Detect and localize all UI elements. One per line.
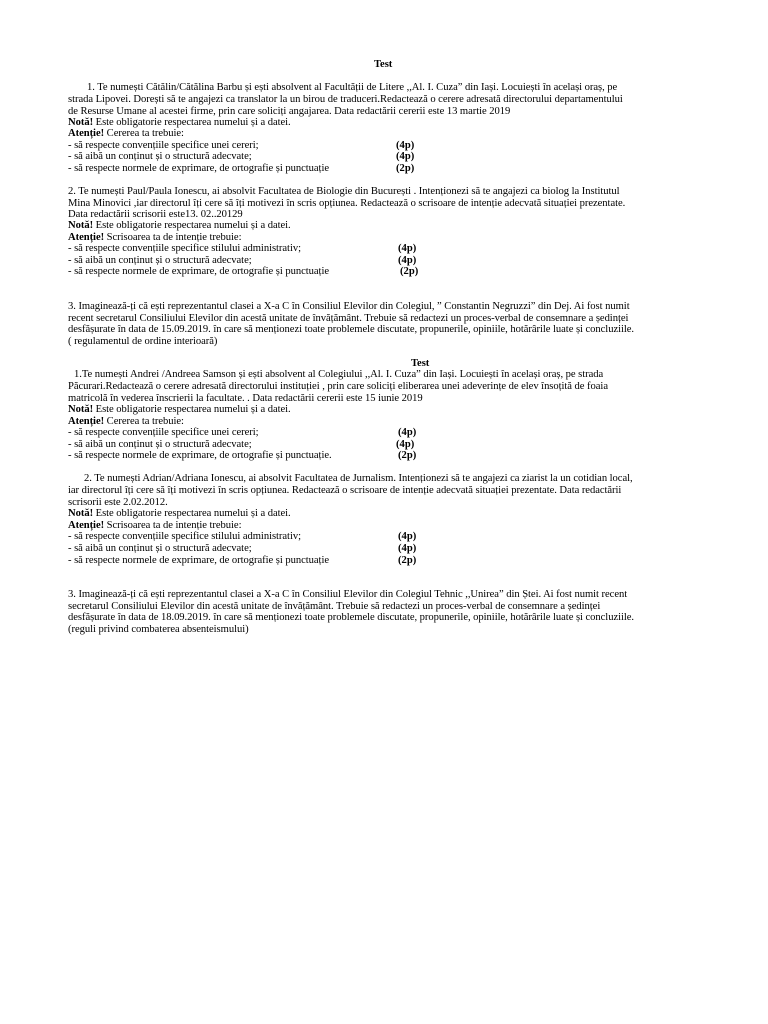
test1-q2-points2: (4p) (398, 255, 417, 266)
test1-q2-criterion3: - să respecte normele de exprimare, de ortografie și punctuație (68, 266, 329, 277)
test1-q2-points1: (4p) (398, 243, 417, 254)
note-label: Notă! (68, 404, 94, 415)
note-label: Notă! (68, 117, 94, 128)
attention-label: Atenție! (68, 520, 105, 531)
test2-q1-points3: (2p) (398, 450, 417, 461)
test2-q1-attention (68, 416, 184, 427)
test2-q3-line3: desfășurate în data de 18.09.2019. în care să menționezi toate problemele discutate, propunerile, opiniile, hotărârile luate și concluziile. (68, 612, 635, 623)
test1-q1-points2: (4p) (396, 151, 415, 162)
test2-title: Test (411, 358, 430, 369)
note-text: Este obligatorie respectarea numelui și a datei. (93, 117, 291, 128)
test2-q1-criterion3: - să respecte normele de exprimare, de ortografie și punctuație. (68, 450, 332, 461)
test2-q3-line2: secretarul Consiliului Elevilor din acestă unitate de învățământ. Trebuie să redactezi un proces-verbal de consemnare a ședinței (68, 601, 601, 612)
test2-q2-line2: iar directorul îți cere să îți motivezi în scris opțiunea. Redactează o scrisoare de intenție adecvată situației prezentate. Data redactării (68, 485, 622, 496)
test1-q2-attention (68, 232, 241, 243)
note-text: Este obligatorie respectarea numelui și a datei. (93, 508, 291, 519)
test1-q3-line2: recent secretarul Consiliului Elevilor din acestă unitate de învățământ. Trebuie să redactezi un proces-verbal de consemnare a ședinței (68, 313, 629, 324)
test1-q1-criterion2: - să aibă un conținut și o structură adecvate; (68, 151, 252, 162)
attention-text: Cererea ta trebuie: (104, 128, 184, 139)
note-label: Notă! (68, 220, 94, 231)
test2-q1-line3: matricolă în vederea înscrierii la facultate. . Data redactării cererii este 15 iunie 2019 (68, 393, 423, 404)
attention-label: Atenție! (68, 232, 105, 243)
test1-q1-line2: strada Lipovei. Dorești să te angajezi ca translator la un birou de traduceri.Redactează o cerere adresată directorului departamentului (68, 94, 623, 105)
test2-q2-line3: scrisorii este 2.02.2012. (68, 497, 168, 508)
test2-q1-line1: 1.Te numești Andrei /Andreea Samson și ești absolvent al Colegiului ,,Al. I. Cuza” din Iași. Locuiești în același oraș, pe strada (74, 369, 604, 380)
test1-q2-criterion2: - să aibă un conținut și o structură adecvate; (68, 255, 252, 266)
test1-q2-line3: Data redactării scrisorii este13. 02..20129 (68, 209, 243, 220)
test1-q1-criterion3: - să respecte normele de exprimare, de ortografie și punctuație (68, 163, 329, 174)
test2-q1-points2: (4p) (396, 439, 415, 450)
test1-q3-line3: desfășurate în data de 15.09.2019. în care să menționezi toate problemele discutate, propunerile, opiniile, hotărârile luate și concluziile. (68, 324, 635, 335)
test2-q3-line1: 3. Imaginează-ți că ești reprezentantul clasei a X-a C în Consiliul Elevilor din Colegiul Tehnic ,,Unirea” din Ștei. Ai fost numit recent (68, 589, 628, 600)
test1-q2-note (68, 220, 291, 231)
test2-q2-criterion2: - să aibă un conținut și o structură adecvate; (68, 543, 252, 554)
attention-text: Cererea ta trebuie: (104, 416, 184, 427)
test1-q3-line1: 3. Imaginează-ți că ești reprezentantul clasei a X-a C în Consiliul Elevilor din Colegiul, ” Constantin Negruzzi” din Dej. Ai fost numit (68, 301, 630, 312)
test2-q2-points3: (2p) (398, 555, 417, 566)
attention-text: Scrisoarea ta de intenție trebuie: (104, 232, 242, 243)
test2-q2-points2: (4p) (398, 543, 417, 554)
test2-q2-criterion3: - să respecte normele de exprimare, de ortografie și punctuație (68, 555, 329, 566)
note-text: Este obligatorie respectarea numelui și a datei. (93, 404, 291, 415)
test2-q3-line4: (reguli privind combaterea absenteismului) (68, 624, 249, 635)
note-label: Notă! (68, 508, 94, 519)
test2-q2-points1: (4p) (398, 531, 417, 542)
test1-q2-points3: (2p) (400, 266, 419, 277)
test1-q1-note (68, 117, 291, 128)
test2-q2-line1: 2. Te numești Adrian/Adriana Ionescu, ai absolvit Facultatea de Jurnalism. Intenționezi să te angajezi ca ziarist la un cotidian local, (84, 473, 633, 484)
test1-q1-attention (68, 128, 184, 139)
test2-q2-criterion1: - să respecte convențiile specifice stilului administrativ; (68, 531, 301, 542)
test2-q2-attention (68, 520, 241, 531)
attention-label: Atenție! (68, 416, 105, 427)
test1-title: Test (374, 59, 393, 70)
test2-q2-note (68, 508, 291, 519)
test2-q1-line2: Păcurari.Redactează o cerere adresată directorului instituției , prin care soliciți eliberarea unei adeverințe de elev însoțită de foaia (68, 381, 608, 392)
test2-q1-criterion1: - să respecte convențiile specifice unei cereri; (68, 427, 259, 438)
test2-q1-criterion2: - să aibă un conținut și o structură adecvate; (68, 439, 252, 450)
attention-text: Scrisoarea ta de intenție trebuie: (104, 520, 242, 531)
test1-q2-criterion1: - să respecte convențiile specifice stilului administrativ; (68, 243, 301, 254)
test1-q2-line2: Mina Minovici ,iar directorul îți cere să îți motivezi în scris opțiunea. Redactează o scrisoare de intenție adecvată situației prezentate. (68, 198, 626, 209)
test1-q1-line1: 1. Te numești Cătălin/Cătălina Barbu și ești absolvent al Facultății de Litere ,,Al. I. Cuza” din Iași. Locuiești în același oraș, pe (87, 82, 618, 93)
note-text: Este obligatorie respectarea numelui și a datei. (93, 220, 291, 231)
test1-q2-line1: 2. Te numești Paul/Paula Ionescu, ai absolvit Facultatea de Biologie din București . Intenționezi să te angajezi ca biolog la Institutul (68, 186, 620, 197)
test2-q1-note (68, 404, 291, 415)
test1-q1-criterion1: - să respecte convențiile specifice unei cereri; (68, 140, 259, 151)
attention-label: Atenție! (68, 128, 105, 139)
test2-q1-points1: (4p) (398, 427, 417, 438)
test1-q1-points3: (2p) (396, 163, 415, 174)
test1-q1-line3: de Resurse Umane al acestei firme, prin care soliciți angajarea. Data redactării cererii este 13 martie 2019 (68, 106, 511, 117)
test1-q1-points1: (4p) (396, 140, 415, 151)
test1-q3-line4: ( regulamentul de ordine interioară) (68, 336, 218, 347)
